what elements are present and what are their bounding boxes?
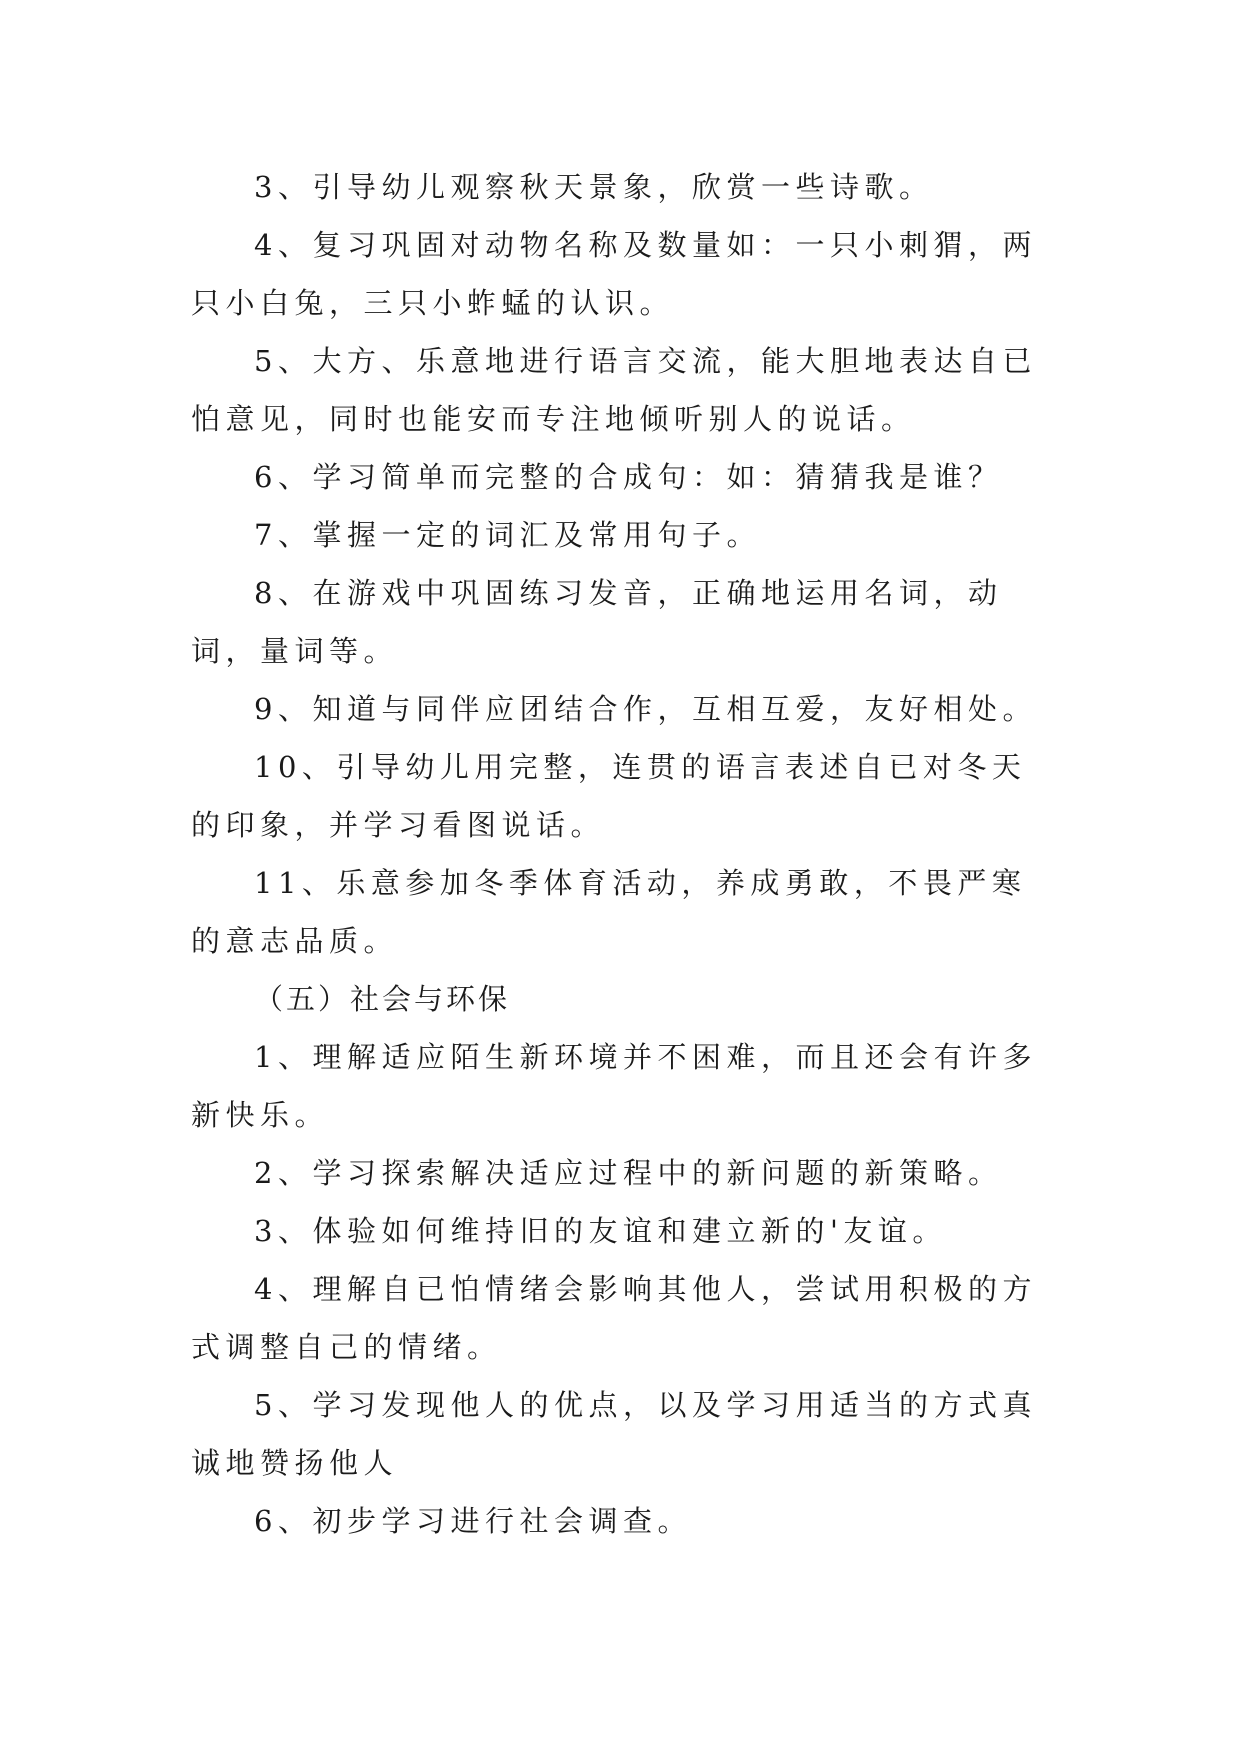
paragraph-item: 5、大方、乐意地进行语言交流，能大胆地表达自已怕意见，同时也能安而专注地倾听别人的说话。 bbox=[191, 344, 1037, 436]
paragraph-item: 11、乐意参加冬季体育活动，养成勇敢，不畏严寒的意志品质。 bbox=[191, 866, 1027, 958]
document-body bbox=[191, 158, 1051, 1550]
paragraph-item: 1、理解适应陌生新环境并不困难，而且还会有许多新快乐。 bbox=[191, 1040, 1037, 1132]
paragraph-item: 3、引导幼儿观察秋天景象，欣赏一些诗歌。 bbox=[254, 170, 934, 204]
paragraph-item: 6、初步学习进行社会调查。 bbox=[254, 1504, 692, 1538]
paragraph-item: 8、在游戏中巩固练习发音，正确地运用名词，动词，量词等。 bbox=[191, 576, 1003, 668]
paragraph-item: 9、知道与同伴应团结合作，互相互爱，友好相处。 bbox=[254, 692, 1037, 726]
paragraph-item: 2、学习探索解决适应过程中的新问题的新策略。 bbox=[254, 1156, 1003, 1190]
paragraph-item: 10、引导幼儿用完整，连贯的语言表述自已对冬天的印象，并学习看图说话。 bbox=[191, 750, 1027, 842]
paragraph-item: 4、理解自已怕情绪会影响其他人，尝试用积极的方式调整自己的情绪。 bbox=[191, 1272, 1037, 1364]
paragraph-item: 4、复习巩固对动物名称及数量如：一只小刺猬，两只小白兔，三只小蚱蜢的认识。 bbox=[191, 228, 1037, 320]
section-heading: （五）社会与环保 bbox=[254, 982, 511, 1016]
paragraph-item: 7、掌握一定的词汇及常用句子。 bbox=[254, 518, 761, 552]
paragraph-item: 5、学习发现他人的优点，以及学习用适当的方式真诚地赞扬他人 bbox=[191, 1388, 1037, 1480]
paragraph-item: 3、体验如何维持旧的友谊和建立新的'友谊。 bbox=[254, 1214, 947, 1248]
paragraph-item: 6、学习简单而完整的合成句：如：猜猜我是谁？ bbox=[254, 460, 1003, 494]
